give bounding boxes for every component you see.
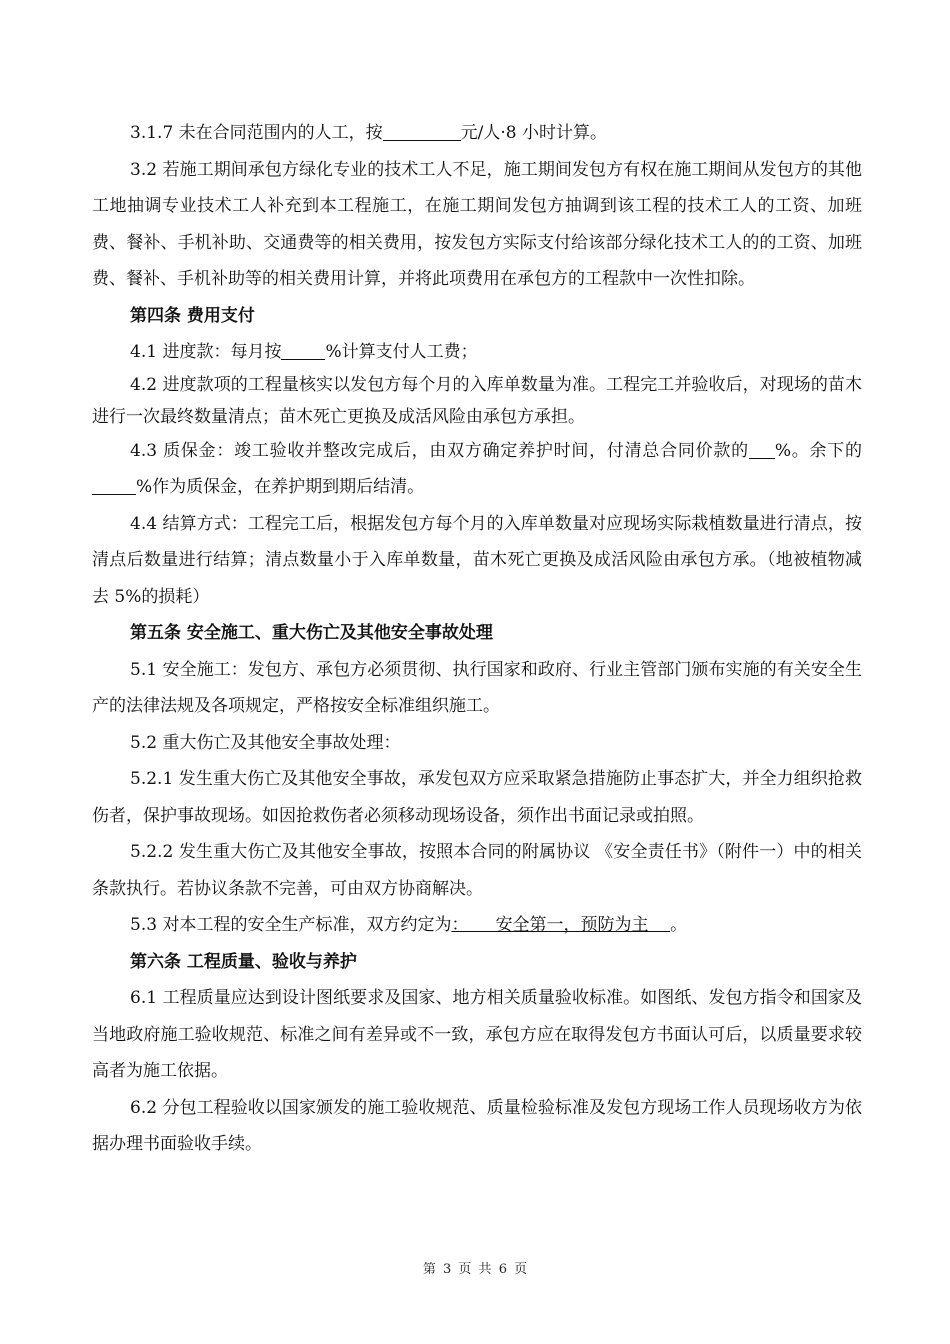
clause-5-2-1: 5.2.1 发生重大伤亡及其他安全事故，承发包双方应采取紧急措施防止事态扩大，并全力组织抢救伤者，保护事故现场。如因抢救伤者必须移动现场设备，须作出书面记录或拍照。 <box>92 769 862 826</box>
clause-4-3 <box>92 433 862 506</box>
clause-3-1-7 <box>92 115 862 152</box>
clause-5-3-text-c: 。 <box>670 915 688 935</box>
blank-field <box>749 440 775 459</box>
clause-4-3-text-a: 4.3 质保金：竣工验收并整改完成后，由双方确定养护时间，付清总合同价款的 <box>130 440 749 461</box>
clause-4-3-text-b: %。余下的 <box>774 440 862 461</box>
document-body <box>92 115 862 1163</box>
clause-4-4: 4.4 结算方式：工程完工后，根据发包方每个月的入库单数量对应现场实际栽植数量进行清点，按清点后数量进行结算；清点数量小于入库单数量，苗木死亡更换及成活风险由承包方承。（地被植物减去 5%的损耗） <box>92 513 862 607</box>
clause-4-1-text-a: 4.1 进度款：每月按 <box>130 342 282 362</box>
page-footer: 第 3 页 共 6 页 <box>422 1262 528 1277</box>
clause-5-3-text-a: 5.3 对本工程的安全生产标准，双方约定为 <box>130 915 452 935</box>
clause-4-1-text-b: %计算支付人工费； <box>325 342 478 362</box>
clause-4-2: 4.2 进度款项的工程量核实以发包方每个月的入库单数量为准。工程完工并验收后，对现场的苗木进行一次最终数量清点；苗木死亡更换及成活风险由承包方承担。 <box>92 374 862 427</box>
clause-6-2: 6.2 分包工程验收以国家颁发的施工验收规范、质量检验标准及发包方现场工作人员现场收方为依据办理书面验收手续。 <box>92 1097 862 1154</box>
clause-5-1: 5.1 安全施工：发包方、承包方必须贯彻、执行国家和政府、行业主管部门颁布实施的有关安全生产的法律法规及各项规定，严格按安全标准组织施工。 <box>92 659 862 716</box>
clause-3-1-7-text-a: 3.1.7 未在合同范围内的人工，按 <box>130 123 383 143</box>
article-6-heading: 第六条 工程质量、验收与养护 <box>130 951 357 972</box>
clause-6-1: 6.1 工程质量应达到设计图纸要求及国家、地方相关质量验收标准。如图纸、发包方指令和国家及当地政府施工验收规范、标准之间有差异或不一致，承包方应在取得发包方书面认可后，以质量要求较高者为施工依据。 <box>92 988 862 1081</box>
clause-5-2: 5.2 重大伤亡及其他安全事故处理： <box>130 732 401 753</box>
safety-standard-value: ： 安全第一，预防为主 <box>451 915 671 935</box>
article-4-heading: 第四条 费用支付 <box>130 305 255 326</box>
clause-3-1-7-text-b: 元/人·8 小时计算。 <box>460 123 608 143</box>
clause-5-2-2: 5.2.2 发生重大伤亡及其他安全事故，按照本合同的附属协议 《安全责任书》（附件一）中的相关条款执行。若协议条款不完善，可由双方协商解决。 <box>92 842 862 899</box>
article-5-heading: 第五条 安全施工、重大伤亡及其他安全事故处理 <box>130 623 493 643</box>
blank-field <box>92 476 136 495</box>
clause-5-3 <box>92 907 862 944</box>
blank-field <box>281 341 325 360</box>
clause-4-3-text-c: %作为质保金，在养护期到期后结清。 <box>136 477 425 497</box>
clause-3-2: 3.2 若施工期间承包方绿化专业的技术工人不足，施工期间发包方有权在施工期间从发包方的其他工地抽调专业技术工人补充到本工程施工，在施工期间发包方抽调到该工程的技术工人的工资、加班费、餐补、手机补助、交通费等的相关费用，按发包方实际支付给该部分绿化技术工人的的工资、加班费、餐补、手机补助等的相关费用计算，并将此项费用在承包方的工程款中一次性扣除。 <box>92 159 862 289</box>
clause-4-1 <box>92 334 862 371</box>
blank-field <box>383 122 461 141</box>
